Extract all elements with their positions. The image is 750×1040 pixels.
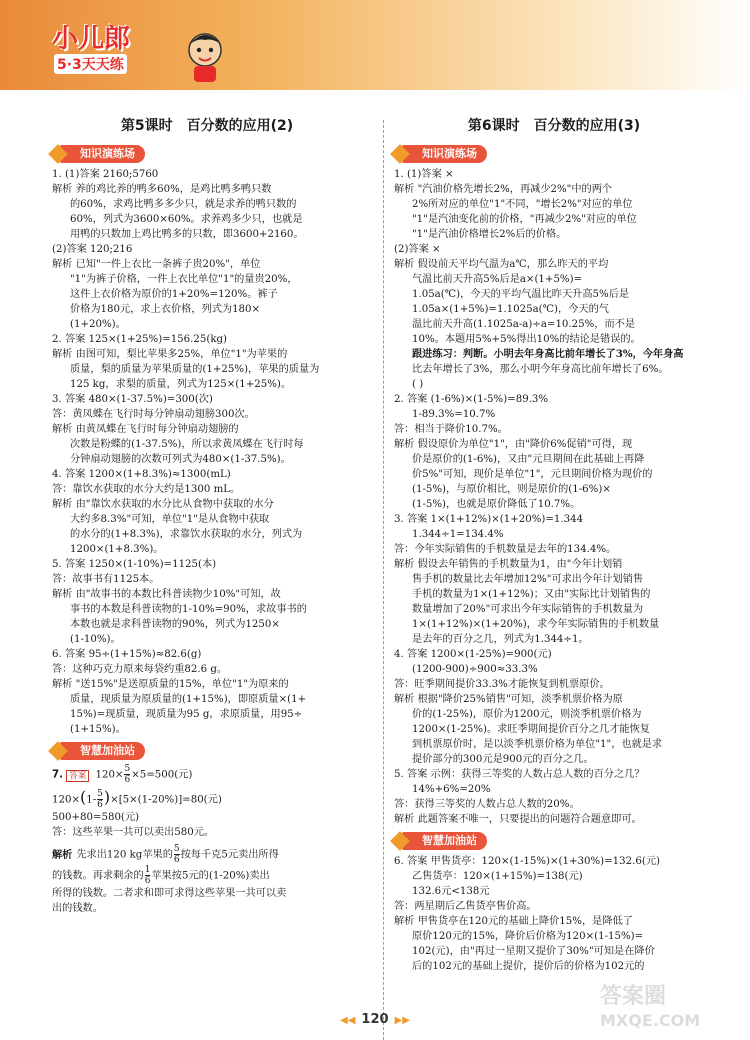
answer-line: 答：靠饮水获取的水分大约是1300 mL。 — [52, 484, 241, 495]
q7-explanation-1: 解析 先求出120 kg苹果的 $\frac{5}{6}$ 按每千克5元卖出所得 — [52, 844, 279, 865]
lesson-topic: 百分数的应用(3) — [533, 118, 641, 134]
brand-logo — [52, 18, 202, 80]
page-number: ◀◀ 120 ▶▶ — [340, 1012, 410, 1027]
q7-step3: 500+80=580(元) — [52, 812, 140, 823]
answer-line: 解析 假设前天平均气温为a℃，那么昨天的平均 — [394, 259, 609, 270]
answer-line: 质量，梨的质量为苹果质量的(1+25%)，苹果的质量为 — [70, 364, 320, 375]
answer-line: (1+15%)。 — [70, 724, 126, 735]
column-divider — [383, 120, 384, 1040]
fraction: $\frac{5}{6}$ — [97, 789, 103, 810]
mascot-icon — [184, 28, 226, 84]
answer-line: (1+20%)。 — [70, 319, 126, 330]
answer-line: 手机的数量为1×(1+12%)；又由"实际比计划销售的 — [412, 589, 651, 600]
answer-list — [394, 167, 714, 827]
answer-line: 解析 假设去年销售的手机数量为1，由"今年计划销 — [394, 559, 623, 570]
answer-line: 5. 答案 1250×(1-10%)=1125(本) — [52, 559, 217, 570]
section-wisdom-station: 智慧加油站 — [60, 742, 145, 760]
answer-line: 1. (1)答案 2160;5760 — [52, 169, 159, 180]
answer-line: (1-10%)。 — [70, 634, 121, 645]
answer-line: "1"是汽油变化前的价格，"再减少2%"对应的单位 — [412, 214, 637, 225]
answer-line: 1200×(1+8.3%)。 — [70, 544, 164, 555]
section-knowledge-practice: 知识演练场 — [60, 145, 145, 163]
answer-line: 10%。本题用5%+5%得出10%的结论是错误的。 — [412, 334, 641, 345]
left-column — [52, 115, 362, 916]
answer-line: 后的102元的基础上提价，提价后的价格为102元的 — [412, 961, 645, 972]
answer-line: 14%+6%=20% — [412, 784, 491, 795]
answer-line: 价的(1-25%)，原价为1200元，则淡季机票价格为 — [412, 709, 642, 720]
answer-line: (2)答案 × — [394, 244, 441, 255]
answer-line: 3. 答案 1×(1+12%)×(1+20%)=1.344 — [394, 514, 584, 525]
answer-line: 乙售货亭：120×(1+15%)=138(元) — [412, 871, 583, 882]
fraction: $\frac{5}{6}$ — [124, 764, 131, 785]
answer-line: 答：相当于降价10.7%。 — [394, 424, 508, 435]
answer-line: 次数是粉蝶的(1-37.5%)，所以求黄凤蝶在飞行时每 — [70, 439, 304, 450]
q7-conclusion: 答：这些苹果一共可以卖出580元。 — [52, 827, 215, 838]
answer-line: 2. 答案 125×(1+25%)=156.25(kg) — [52, 334, 227, 345]
answer-line: 解析 养的鸡比养的鸭多60%，是鸡比鸭多鸭只数 — [52, 184, 272, 195]
q7-answer-line: 7. 答案 120× $\frac{5}{6}$ ×5=500(元) — [52, 764, 193, 785]
answer-line: 本数也就是求科普读物的90%，列式为1250× — [70, 619, 280, 630]
answer-line: 温比前天升高(1.1025a-a)÷a=10.25%，而不是 — [412, 319, 636, 330]
answer-line: 解析 假设原价为单位"1"，由"降价6%促销"可得，现 — [394, 439, 633, 450]
answer-line: 价是原价的(1-6%)，又由"元旦期间在此基础上再降 — [412, 454, 645, 465]
answer-line: 15%)=现质量，现质量为95 g，求原质量，用95÷ — [70, 709, 303, 720]
answer-line: 解析 根据"降价25%销售"可知，淡季机票价格为原 — [394, 694, 623, 705]
answer-line: 1.344÷1=134.4% — [412, 529, 504, 540]
answer-line: 价格为180元，求上衣价格，列式为180× — [70, 304, 261, 315]
answer-line: (1-5%)，也就是原价降低了10.7%。 — [412, 499, 581, 510]
answer-line: 解析 由"靠饮水获取的水分比从食物中获取的水分 — [52, 499, 274, 510]
answer-line: 答：黄凤蝶在飞行时每分钟扇动翅膀300次。 — [52, 409, 255, 420]
answer-line: 解析 "汽油价格先增长2%，再减少2%"中的两个 — [394, 184, 613, 195]
answer-line: 售手机的数量比去年增加12%"可求出今年计划销售 — [412, 574, 644, 585]
answer-line: "1"是汽油价格增长2%后的价格。 — [412, 229, 567, 240]
section-wisdom-station: 智慧加油站 — [402, 832, 487, 850]
answer-line: 的水分的(1+8.3%)，求靠饮水获取的水分，列式为 — [70, 529, 303, 540]
answer-line: 6. 答案 甲售货亭：120×(1-15%)×(1+30%)=132.6(元) — [394, 856, 660, 867]
lesson-title-6 — [394, 115, 714, 137]
logo-title: 小儿郎 — [52, 24, 131, 54]
answer-line: 1. (1)答案 × — [394, 169, 454, 180]
logo-subtitle: 5·3天天练 — [54, 54, 127, 74]
answer-line: 质量，现质量为原质量的(1+15%)，即原质量×(1+ — [70, 694, 307, 705]
q7-explanation-2: 的钱数。再求剩余的 $\frac{1}{6}$ 苹果按5元的(1-20%)卖出 — [52, 865, 270, 886]
answer-line: 132.6元<138元 — [412, 886, 490, 897]
answer-line: 原价120元的15%，降价后价格为120×(1-15%)= — [412, 931, 644, 942]
prev-arrows-icon: ◀◀ — [340, 1015, 356, 1026]
answer-line: 解析 "送15%"是送原质量的15%，单位"1"为原来的 — [52, 679, 289, 690]
answer-line: (1200-900)÷900≈33.3% — [412, 664, 538, 675]
answer-line: 2. 答案 (1-6%)×(1-5%)=89.3% — [394, 394, 549, 405]
answer-line: 价5%"可知，现价是单位"1"，元旦期间价格为现价的 — [412, 469, 653, 480]
q7-step2: 120×(1- $\frac{5}{6}$ )×[5×(1-20%)]=80(元) — [52, 787, 222, 810]
lesson-number: 第5课时 — [120, 118, 173, 134]
lesson-title-5 — [52, 115, 362, 137]
answer-line: 1.05a(℃)，今天的平均气温比昨天升高5%后是 — [412, 289, 630, 300]
section-knowledge-practice: 知识演练场 — [402, 145, 487, 163]
answer-line: 4. 答案 1200×(1-25%)=900(元) — [394, 649, 552, 660]
watermark-logo: 答案圈 MXQE.COM — [600, 984, 701, 1030]
answer-line: 解析 此题答案不唯一，只要提出的问题符合题意即可。 — [394, 814, 642, 825]
answer-line: 2%所对应的单位"1"不同，"增长2%"对应的单位 — [412, 199, 633, 210]
answer-line: 解析 甲售货亭在120元的基础上降价15%，是降低了 — [394, 916, 633, 927]
answer-line: 大约多8.3%"可知，单位"1"是从食物中获取 — [70, 514, 270, 525]
answer-line: 解析 由图可知，梨比苹果多25%，单位"1"为苹果的 — [52, 349, 288, 360]
answer-line: 到机票原价时，是以淡季机票价格为单位"1"，也就是求 — [412, 739, 663, 750]
answer-line: 60%，列式为3600×60%。求养鸡多少只，也就是 — [70, 214, 303, 225]
question-7 — [52, 764, 362, 916]
answer-line: ( ) — [412, 379, 424, 390]
fraction: $\frac{1}{6}$ — [144, 865, 151, 886]
answer-line: 解析 由"故事书的本数比科普读物少10%"可知，故 — [52, 589, 281, 600]
answer-line: 答：故事书有1125本。 — [52, 574, 160, 585]
q7-explanation-3: 所得的钱数。二者求和即可求得这些苹果一共可以卖 — [52, 888, 287, 899]
lesson-topic: 百分数的应用(2) — [186, 118, 294, 134]
answer-line: 事书的本数是科普读物的1-10%=90%，求故事书的 — [70, 604, 307, 615]
answer-line: 用鸭的只数加上鸡比鸭多的只数，即3600+2160。 — [70, 229, 304, 240]
answer-line: 跟进练习：判断。小明去年身高比前年增长了3%，今年身高 — [412, 348, 684, 360]
answer-line: (2)答案 120;216 — [52, 244, 133, 255]
answer-line: 3. 答案 480×(1-37.5%)=300(次) — [52, 394, 213, 405]
answer-line: 解析 已知"一件上衣比一条裤子贵20%"，单位 — [52, 259, 261, 270]
answer-line: 的60%，求鸡比鸭多多少只，就是求养的鸭只数的 — [70, 199, 297, 210]
answer-line: 102(元)，由"再过一星期又提价了30%"可知是在降价 — [412, 946, 655, 957]
answer-line: 答：获得三等奖的人数占总人数的20%。 — [394, 799, 580, 810]
page-header-banner — [0, 0, 750, 90]
answer-list-2 — [394, 854, 714, 974]
answer-line: "1"为裤子价格，一件上衣比单位"1"的量贵20%， — [70, 274, 298, 285]
answer-line: 气温比前天升高5%后是a×(1+5%)= — [412, 274, 583, 285]
answer-line: 125 kg，求梨的质量，列式为125×(1+25%)。 — [70, 379, 292, 390]
answer-line: 6. 答案 95÷(1+15%)≈82.6(g) — [52, 649, 202, 660]
answer-line: (1-5%)，与原价相比，则是原价的(1-6%)× — [412, 484, 611, 495]
answer-line: 答：今年实际销售的手机数量是去年的134.4%。 — [394, 544, 617, 555]
answer-line: 答：两星期后乙售货亭售价高。 — [394, 901, 537, 912]
answer-list — [52, 167, 362, 737]
answer-line: 数量增加了20%"可求出今年实际销售的手机数量为 — [412, 604, 644, 615]
answer-line: 1.05a×(1+5%)=1.1025a(℃)，今天的气 — [412, 304, 609, 315]
answer-line: 5. 答案 示例：获得三等奖的人数占总人数的百分之几？ — [394, 769, 645, 780]
answer-line: 1-89.3%=10.7% — [412, 409, 496, 420]
answer-line: 1200×(1-25%)。求旺季期间提价百分之几才能恢复 — [412, 724, 650, 735]
answer-line: 解析 由黄凤蝶在飞行时每分钟扇动翅膀的 — [52, 424, 239, 435]
answer-line: 比去年增长了3%，那么小明今年身高比前年增长了6%。 — [412, 364, 669, 375]
answer-line: 分钟扇动翅膀的次数可列式为480×(1-37.5%)。 — [70, 454, 291, 465]
next-arrows-icon: ▶▶ — [394, 1015, 410, 1026]
answer-line: 4. 答案 1200×(1+8.3%)≈1300(mL) — [52, 469, 231, 480]
q7-explanation-4: 出的钱数。 — [52, 903, 103, 914]
fraction: $\frac{5}{6}$ — [173, 844, 180, 865]
answer-line: 是去年的百分之几，列式为1.344÷1。 — [412, 634, 589, 645]
answer-line: 1×(1+12%)×(1+20%)，求今年实际销售的手机数量 — [412, 619, 660, 630]
answer-line: 这件上衣价格为原价的1+20%=120%。裤子 — [70, 289, 278, 300]
answer-line: 答：这种巧克力原来每袋约重82.6 g。 — [52, 664, 228, 675]
answer-line: 答：旺季期间提价33.3%才能恢复到机票原价。 — [394, 679, 610, 690]
lesson-number: 第6课时 — [467, 118, 520, 134]
answer-line: 提价部分的300元是900元的百分之几。 — [412, 754, 594, 765]
right-column — [394, 115, 714, 974]
